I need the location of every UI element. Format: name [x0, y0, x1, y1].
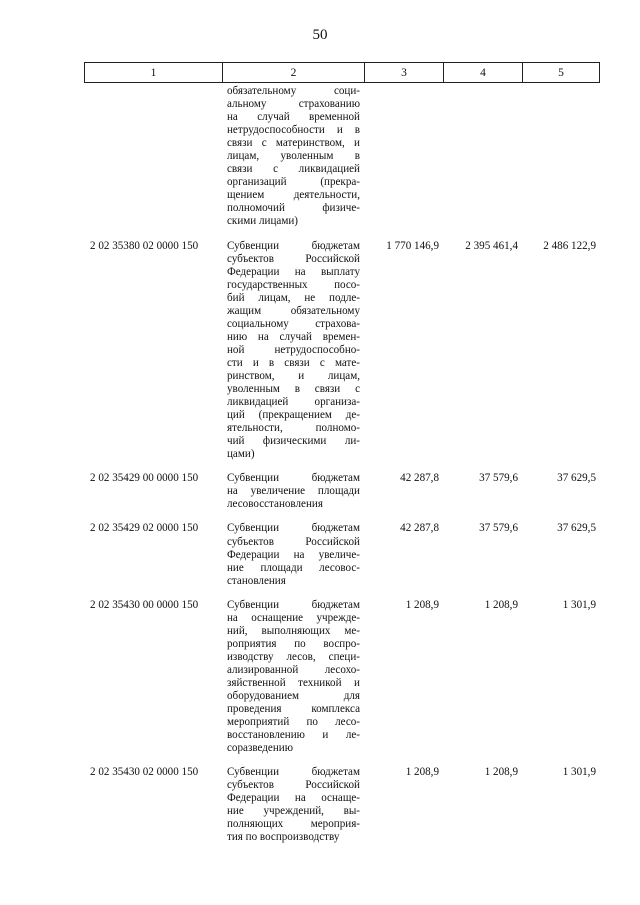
row-description — [222, 599, 364, 756]
row-code: 2 02 35430 00 0000 150 — [90, 598, 199, 611]
description-line: обязательному соци- — [227, 85, 360, 97]
description-line: полномочий физиче- — [227, 202, 360, 215]
row-col-5: 1 301,9 — [562, 766, 596, 779]
description-line: лесовосстановления — [227, 498, 323, 511]
description-line: тия по воспроизводству — [227, 831, 340, 844]
row-col-3: 1 208,9 — [405, 766, 439, 779]
description-line: бий лицам, не подле- — [227, 291, 360, 304]
row-col-3: 42 287,8 — [400, 472, 439, 485]
table-body — [84, 85, 600, 856]
row-col-3 — [364, 85, 443, 229]
row-col-3: 1 208,9 — [405, 598, 439, 611]
description-line: соразведению — [227, 742, 294, 755]
row-col-5: 2 486 122,9 — [543, 239, 596, 252]
row-col-3: 42 287,8 — [400, 522, 439, 535]
description-line: на оснащение учрежде- — [227, 611, 360, 624]
row-description — [222, 522, 364, 587]
description-line: сти и в связи с мате- — [227, 356, 360, 369]
description-line: Субвенции бюджетам — [227, 472, 360, 485]
table-row-continuation — [84, 85, 600, 229]
description-line: оборудованием для — [227, 690, 360, 703]
header-col-1: 1 — [84, 63, 222, 82]
description-line: Федерации на оснаще- — [227, 792, 360, 805]
description-line: ние площади лесовос- — [227, 561, 360, 574]
description-line: восстановлению и ле- — [227, 729, 360, 742]
row-code: 2 02 35430 02 0000 150 — [90, 766, 199, 779]
description-line: зяйственной техникой и — [227, 676, 360, 689]
description-line: ций (прекращением де- — [227, 409, 360, 422]
table-row — [84, 522, 600, 587]
row-col-5: 37 629,5 — [557, 522, 596, 535]
description-line: ний, выполняющих ме- — [227, 624, 360, 637]
row-description — [222, 472, 364, 511]
row-col-5: 37 629,5 — [557, 472, 596, 485]
description-line: на увеличение площади — [227, 485, 360, 498]
row-col-5 — [522, 85, 600, 229]
description-line: ринством, и лицам, — [227, 369, 360, 382]
header-col-5: 5 — [522, 63, 600, 82]
description-line: цами) — [227, 448, 255, 461]
row-code: 2 02 35429 02 0000 150 — [90, 522, 199, 535]
description-line: полняющих мероприя- — [227, 818, 360, 831]
header-col-2: 2 — [222, 63, 364, 82]
row-description — [222, 766, 364, 844]
description-line: нетрудоспособности и в — [227, 124, 360, 137]
description-line: уволенным в связи с — [227, 383, 360, 396]
description-line: нию на случай времен- — [227, 330, 360, 343]
description-line: Субвенции бюджетам — [227, 239, 360, 252]
description-line: Субвенции бюджетам — [227, 766, 360, 779]
description-line: Субвенции бюджетам — [227, 522, 360, 535]
page-number: 50 — [312, 27, 328, 43]
description-line: Субвенции бюджетам — [227, 598, 360, 611]
row-code: 2 02 35380 02 0000 150 — [90, 239, 199, 252]
description-line: лицам, уволенным в — [227, 150, 360, 163]
description-line: роприятия по воспро- — [227, 637, 360, 650]
row-col-4: 37 579,6 — [479, 472, 518, 485]
description-line: государственных посо- — [227, 278, 360, 291]
description-line: субъектов Российской — [227, 779, 360, 792]
row-col-4: 2 395 461,4 — [465, 239, 518, 252]
row-col-4: 1 208,9 — [484, 766, 518, 779]
header-col-3: 3 — [364, 63, 443, 82]
row-col-3: 1 770 146,9 — [386, 239, 439, 252]
table-header — [84, 62, 600, 83]
description-line: субъектов Российской — [227, 535, 360, 548]
description-line: социальному страхова- — [227, 317, 360, 330]
table-row — [84, 472, 600, 511]
row-col-4: 1 208,9 — [484, 598, 518, 611]
row-code — [84, 85, 222, 229]
description-line: изводству лесов, специ- — [227, 650, 360, 663]
description-line: мероприятий по лесо- — [227, 716, 360, 729]
table-row — [84, 599, 600, 756]
description-line: ние учреждений, вы- — [227, 805, 360, 818]
row-col-5: 1 301,9 — [562, 598, 596, 611]
description-line: Федерации на увеличе- — [227, 548, 360, 561]
row-description — [222, 240, 364, 462]
description-line: альному страхованию — [227, 98, 360, 111]
table-row — [84, 766, 600, 844]
description-line: на случай временной — [227, 111, 360, 124]
row-col-4: 37 579,6 — [479, 522, 518, 535]
description-line: субъектов Российской — [227, 252, 360, 265]
description-line: Федерации на выплату — [227, 265, 360, 278]
description-line: проведения комплекса — [227, 703, 360, 716]
description-line: скими лицами) — [227, 215, 298, 228]
description-line: связи с ликвидацией — [227, 163, 360, 176]
description-line: ализированной лесохо- — [227, 663, 360, 676]
description-line: жащим обязательному — [227, 304, 360, 317]
row-col-4 — [443, 85, 522, 229]
row-code: 2 02 35429 00 0000 150 — [90, 472, 199, 485]
description-line: ликвидацией организа- — [227, 396, 360, 409]
description-line: щением деятельности, — [227, 189, 360, 202]
table-row — [84, 240, 600, 462]
description-line: чий физическими ли- — [227, 435, 360, 448]
description-line: становления — [227, 574, 286, 587]
header-col-4: 4 — [443, 63, 522, 82]
description-line: связи с материнством, и — [227, 137, 360, 150]
description-line: организаций (прекра- — [227, 176, 360, 189]
description-line: ятельности, полномо- — [227, 422, 360, 435]
row-description — [222, 85, 364, 229]
description-line: ной нетрудоспособно- — [227, 343, 360, 356]
